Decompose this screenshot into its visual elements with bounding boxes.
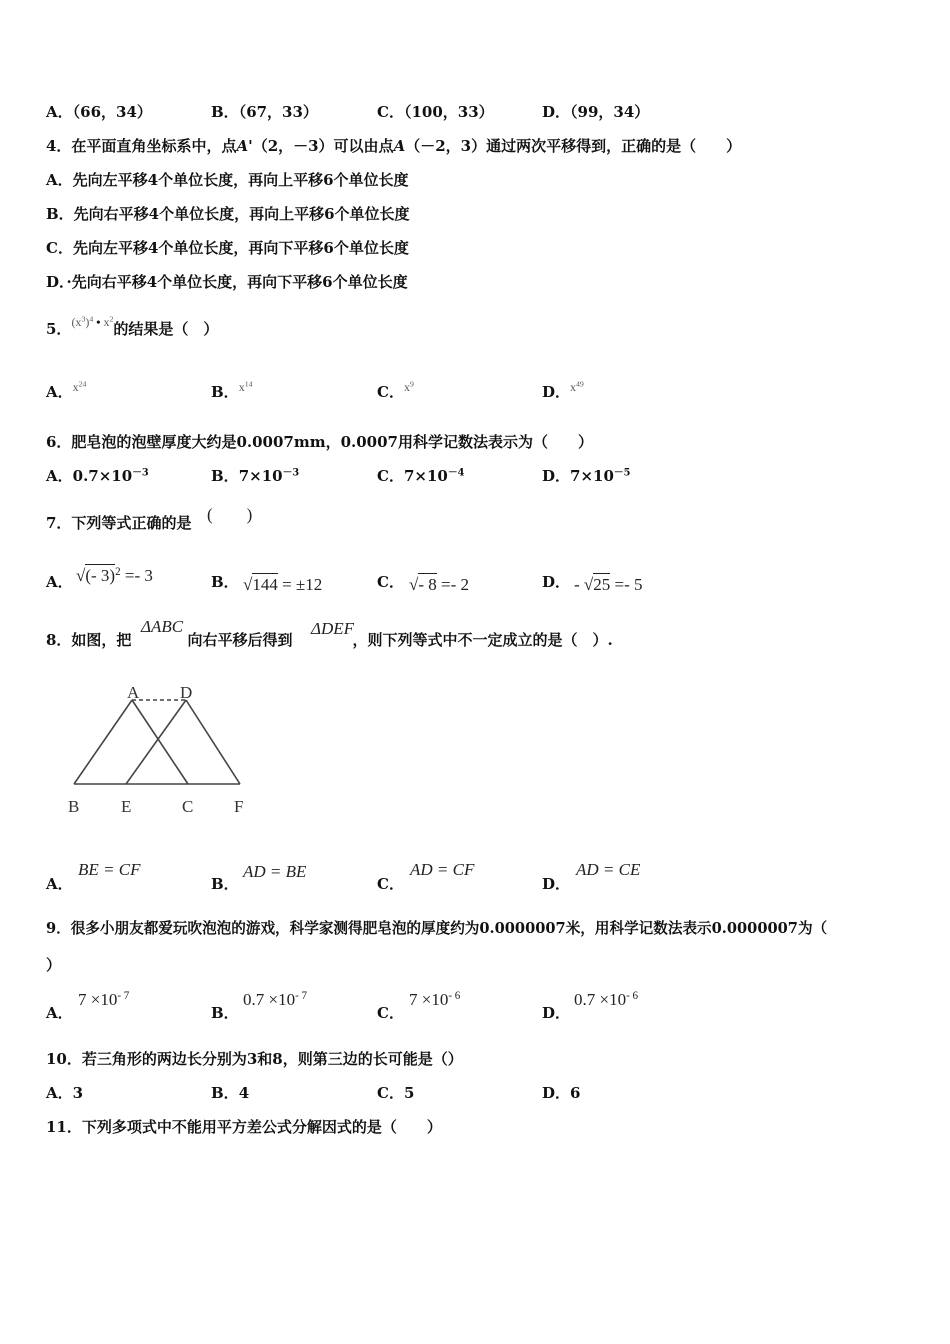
q7-stem: 7．下列等式正确的是	[46, 514, 192, 532]
q10-stem: 10．若三角形的两边长分别为3和8，则第三边的长可能是（）	[46, 1050, 463, 1068]
q10-option-d: D．6	[542, 1084, 581, 1102]
q4-option-d: D．·先向右平移4个单位长度，再向下平移6个单位长度	[46, 273, 408, 291]
q8-triangle-def: ΔDEF	[311, 619, 355, 638]
q9-option-c-expr: $7 \times 10^{- 6}$	[409, 989, 461, 1009]
q6-option-c: C．$7\times 10^{-4}$	[377, 467, 465, 485]
q8-stem: 8．如图，把 向右平移后得到 ，则下列等式中不一定成立的是（ ）.	[46, 631, 613, 649]
q5-option-b: B．$^{x^{14}}$	[211, 379, 253, 401]
q6-option-a: A．$0.7\times 10^{-3}$	[46, 467, 149, 485]
q7-option-a: A．	[46, 573, 73, 591]
q8-option-d: D．	[542, 875, 571, 893]
q7-option-b-expr: √144 = ±12	[243, 575, 323, 594]
q10-option-c: C．5	[377, 1084, 415, 1102]
q6-option-b: B．$7\times 10^{-3}$	[211, 467, 300, 485]
q9-stem-line1: 9．很多小朋友都爱玩吹泡泡的游戏，科学家测得肥皂泡的厚度约为0.0000007米，用科学记数法表示0.0000007为（	[46, 920, 828, 937]
q8-option-c: C．	[377, 875, 404, 893]
q5-stem: 5．$^{(x^3)^4 • x^2}$的结果是（ ）	[46, 314, 219, 338]
q9-stem-line2: ）	[46, 956, 62, 974]
q3-option-a: A．（66，34）	[46, 103, 152, 121]
q4-option-c: C．先向左平移4个单位长度，再向下平移6个单位长度	[46, 239, 409, 257]
q9-option-d: D．	[542, 1004, 571, 1022]
q9-option-a-expr: $7 \times 10^{- 7}$	[78, 989, 130, 1009]
q8-option-b: B．	[211, 875, 239, 893]
q10-option-b: B．4	[211, 1084, 250, 1102]
q5-expression: (x3)4 • x2	[71, 314, 114, 329]
q6-stem: 6．肥皂泡的泡壁厚度大约是0.0007mm，0.0007用科学记数法表示为（ ）	[46, 433, 593, 451]
q8-option-a-eq: BE = CF	[78, 860, 141, 879]
q8-option-d-eq: AD = CE	[576, 860, 641, 879]
q8-figure	[60, 680, 260, 820]
q7-option-c-expr: √- 8 =- 2	[409, 575, 470, 594]
edge-df	[186, 700, 240, 784]
label-c: C	[182, 797, 194, 816]
q8-option-b-eq: AD = BE	[243, 862, 307, 881]
label-f: F	[234, 797, 244, 816]
q9-option-a: A．	[46, 1004, 73, 1022]
q7-option-c: C．	[377, 573, 404, 591]
q9-option-b: B．	[211, 1004, 239, 1022]
edge-ab	[74, 700, 132, 784]
q4-option-a: A．先向左平移4个单位长度，再向上平移6个单位长度	[46, 171, 409, 189]
q4-option-b: B．先向右平移4个单位长度，再向上平移6个单位长度	[46, 205, 410, 223]
q5-option-d: D．$^{x^{49}}$	[542, 379, 584, 401]
label-e: E	[121, 797, 132, 816]
q3-option-d: D．（99，34）	[542, 103, 650, 121]
edge-de	[126, 700, 186, 784]
q3-option-c: C．（100，33）	[377, 103, 494, 121]
q7-option-a-expr: √(- 3)$^2$ =- 3	[76, 565, 153, 585]
label-b: B	[68, 797, 80, 816]
q8-triangle-abc: ΔABC	[141, 617, 184, 636]
label-a: A	[127, 683, 140, 702]
q8-option-a: A．	[46, 875, 73, 893]
q6-option-d: D．$7\times 10^{-5}$	[542, 467, 631, 485]
edge-ac	[132, 700, 188, 784]
q7-option-d: D．	[542, 573, 571, 591]
q5-option-c: C．$^{x^9}$	[377, 379, 414, 401]
q8-option-c-eq: AD = CF	[410, 860, 475, 879]
q9-option-b-expr: $0.7 \times 10^{- 7}$	[243, 989, 308, 1009]
q4-stem: 4．在平面直角坐标系中，点A'（2，－3）可以由点A（－2，3）通过两次平移得到，正确的是（ ）	[46, 137, 742, 155]
label-d: D	[180, 683, 193, 702]
q10-option-a: A．3	[46, 1084, 84, 1102]
q7-option-d-expr: - √25 =- 5	[574, 575, 643, 594]
q9-option-d-expr: $0.7 \times 10^{- 6}$	[574, 989, 639, 1009]
q7-paren: ( )	[207, 505, 253, 524]
q5-option-a: A．$^{x^{24}}$	[46, 379, 87, 401]
q11-stem: 11．下列多项式中不能用平方差公式分解因式的是（ ）	[46, 1118, 442, 1136]
q9-option-c: C．	[377, 1004, 404, 1022]
q3-option-b: B．（67，33）	[211, 103, 318, 121]
q7-option-b: B．	[211, 573, 239, 591]
